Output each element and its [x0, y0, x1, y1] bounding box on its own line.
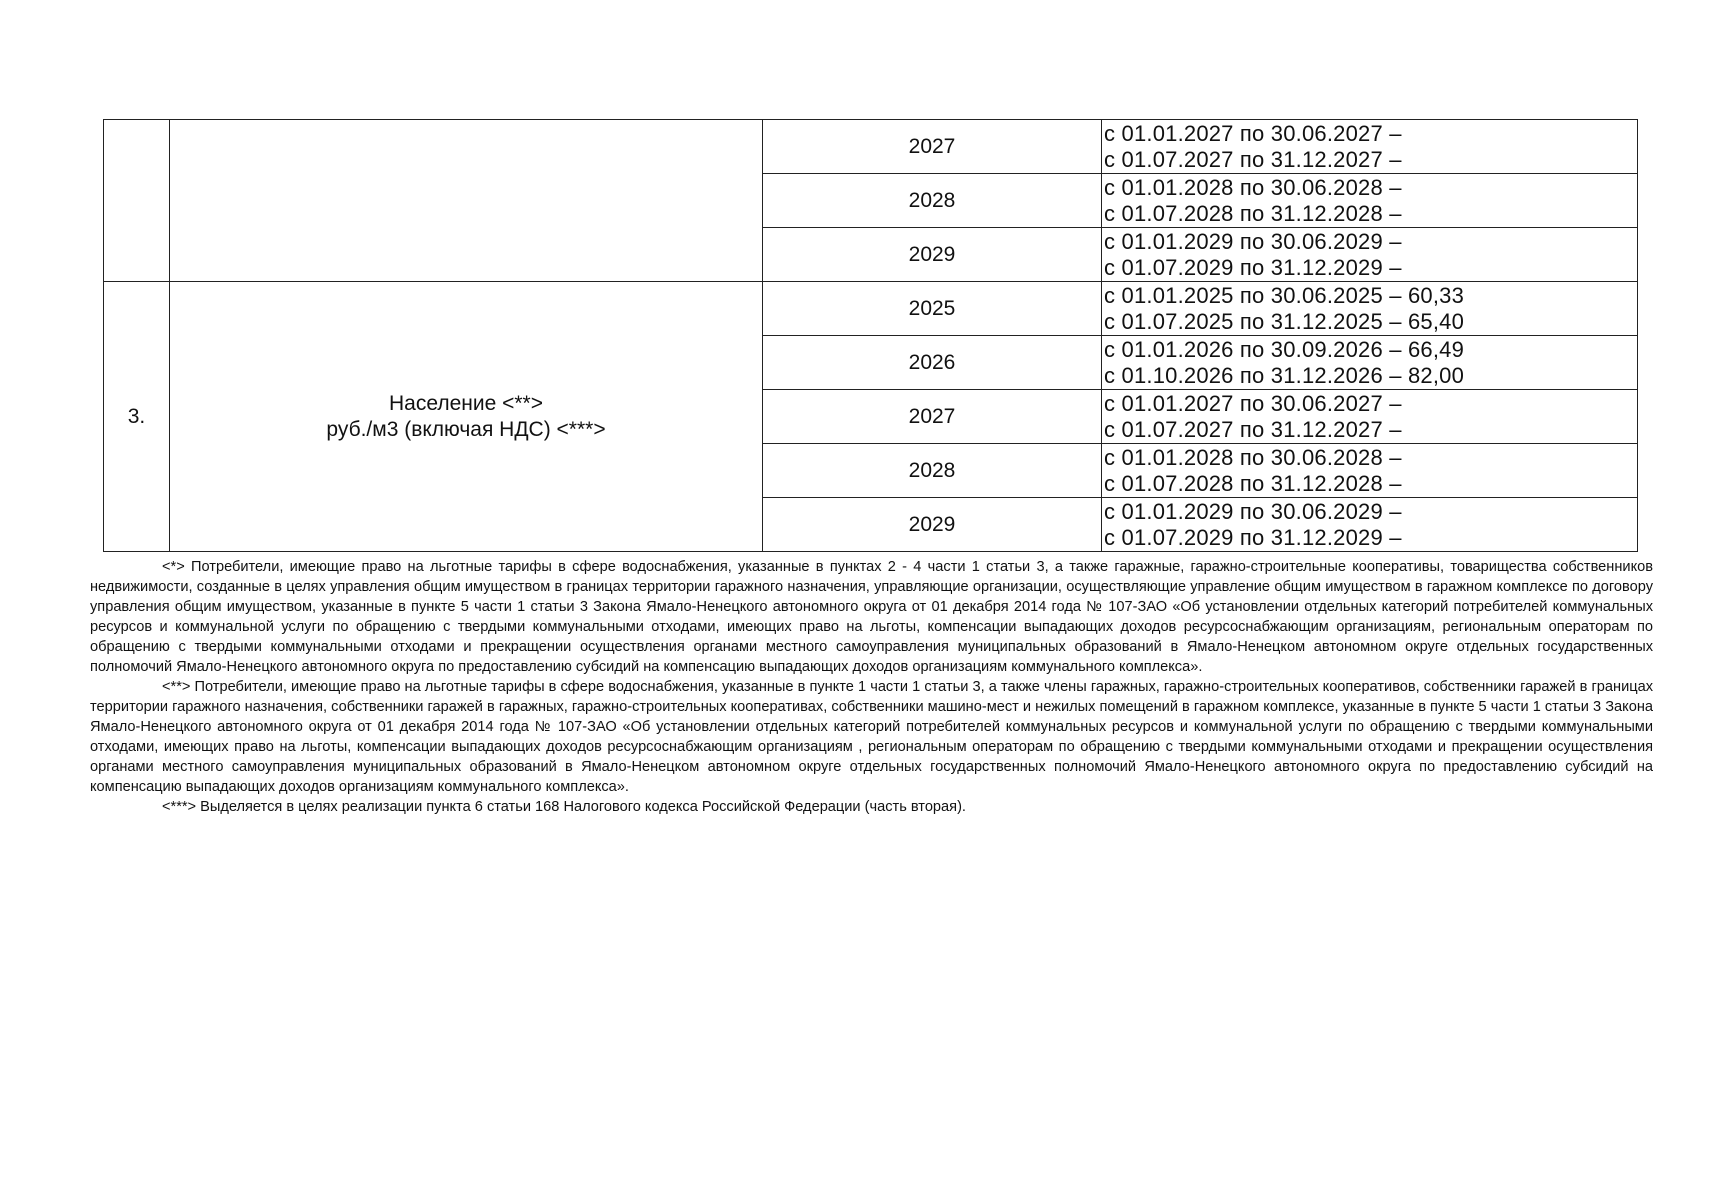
- period-cell: [1102, 228, 1638, 282]
- period-line: с 01.01.2026 по 30.09.2026 – 66,49: [1104, 336, 1465, 362]
- year-cell: 2029: [763, 228, 1102, 282]
- year-cell: 2027: [763, 120, 1102, 174]
- period-cell: [1102, 282, 1638, 336]
- year-cell: 2028: [763, 444, 1102, 498]
- period-line: с 01.07.2029 по 31.12.2029 –: [1104, 254, 1402, 280]
- period-line: с 01.01.2029 по 30.06.2029 –: [1104, 228, 1402, 254]
- row-number-cell: [104, 120, 170, 282]
- period-cell: [1102, 174, 1638, 228]
- consumer-category-label: Население <**>: [389, 391, 543, 415]
- period-line: с 01.07.2025 по 31.12.2025 – 65,40: [1104, 308, 1465, 334]
- year-cell: 2027: [763, 390, 1102, 444]
- table-row: [104, 282, 1638, 336]
- period-line: с 01.01.2029 по 30.06.2029 –: [1104, 498, 1402, 524]
- tariff-table: [103, 119, 1638, 552]
- year-cell: 2028: [763, 174, 1102, 228]
- row-number-cell: 3.: [104, 282, 170, 552]
- year-cell: 2025: [763, 282, 1102, 336]
- table-row: [104, 120, 1638, 174]
- period-line: с 01.10.2026 по 31.12.2026 – 82,00: [1104, 362, 1465, 388]
- footnotes: [90, 557, 1653, 817]
- year-cell: 2026: [763, 336, 1102, 390]
- period-cell: [1102, 444, 1638, 498]
- consumer-category-cell: [170, 282, 763, 552]
- consumer-category-cell: [170, 120, 763, 282]
- period-line: с 01.07.2027 по 31.12.2027 –: [1104, 416, 1402, 442]
- year-cell: 2029: [763, 498, 1102, 552]
- footnote-2: <**> Потребители, имеющие право на льготные тарифы в сфере водоснабжения, указанные в пункте 1 части 1 статьи 3, а также члены гаражных, гаражно-строительных кооперативов, собственники гаражей в границах территории гаражного назначения, собственники гаражей в гаражных, гаражно-строительных кооперативах, собственники машино-мест и нежилых помещений в гаражном комплексе, указанные в пункте 5 части 1 статьи 3 Закона Ямало-Ненецкого автономного округа от 01 декабря 2014 года № 107-ЗАО «Об установлении отдельных категорий потребителей коммунальных ресурсов и коммунальной услуги по обращению с твердыми коммунальными отходами, имеющих право на льготы, компенсации выпадающих доходов ресурсоснабжающим организациям , региональным операторам по обращению с твердыми коммунальными отходами и прекращении осуществления органами местного самоуправления муниципальных образований в Ямало-Ненецком автономном округе отдельных государственных полномочий Ямало-Ненецкого автономного округа по предоставлению субсидий на компенсацию выпадающих доходов организациям коммунального комплекса».: [90, 679, 1653, 795]
- footnote-1: <*> Потребители, имеющие право на льготные тарифы в сфере водоснабжения, указанные в пунктах 2 - 4 части 1 статьи 3, а также гаражные, гаражно-строительные кооперативы, товарищества собственников недвижимости, созданные в целях управления общим имуществом в границах территории гаражного назначения, управляющие организации, осуществляющие управление общим имуществом в гаражном комплексе по договору управления общим имуществом, указанные в пункте 5 части 1 статьи 3 Закона Ямало-Ненецкого автономного округа от 01 декабря 2014 года № 107-ЗАО «Об установлении отдельных категорий потребителей коммунальных ресурсов и коммунальной услуги по обращению с твердыми коммунальными отходами, имеющих право на льготы, компенсации выпадающих доходов ресурсоснабжающим организациям, региональным операторам по обращению с твердыми коммунальными отходами и прекращении осуществления органами местного самоуправления муниципальных образований в Ямало-Ненецком автономном округе отдельных государственных полномочий Ямало-Ненецкого автономного округа по предоставлению субсидий на компенсацию выпадающих доходов организациям коммунального комплекса».: [90, 559, 1653, 675]
- period-line: с 01.01.2027 по 30.06.2027 –: [1104, 120, 1402, 146]
- period-cell: [1102, 336, 1638, 390]
- period-line: с 01.07.2027 по 31.12.2027 –: [1104, 146, 1402, 172]
- period-line: с 01.07.2028 по 31.12.2028 –: [1104, 200, 1402, 226]
- period-line: с 01.01.2028 по 30.06.2028 –: [1104, 444, 1402, 470]
- footnote-3: <***> Выделяется в целях реализации пункта 6 статьи 168 Налогового кодекса Российской Федерации (часть вторая).: [162, 799, 966, 815]
- period-line: с 01.07.2028 по 31.12.2028 –: [1104, 470, 1402, 496]
- period-line: с 01.01.2028 по 30.06.2028 –: [1104, 174, 1402, 200]
- period-cell: [1102, 390, 1638, 444]
- period-cell: [1102, 120, 1638, 174]
- unit-label: руб./м3 (включая НДС) <***>: [326, 417, 606, 441]
- period-cell: [1102, 498, 1638, 552]
- period-line: с 01.01.2027 по 30.06.2027 –: [1104, 390, 1402, 416]
- period-line: с 01.01.2025 по 30.06.2025 – 60,33: [1104, 282, 1465, 308]
- period-line: с 01.07.2029 по 31.12.2029 –: [1104, 524, 1402, 550]
